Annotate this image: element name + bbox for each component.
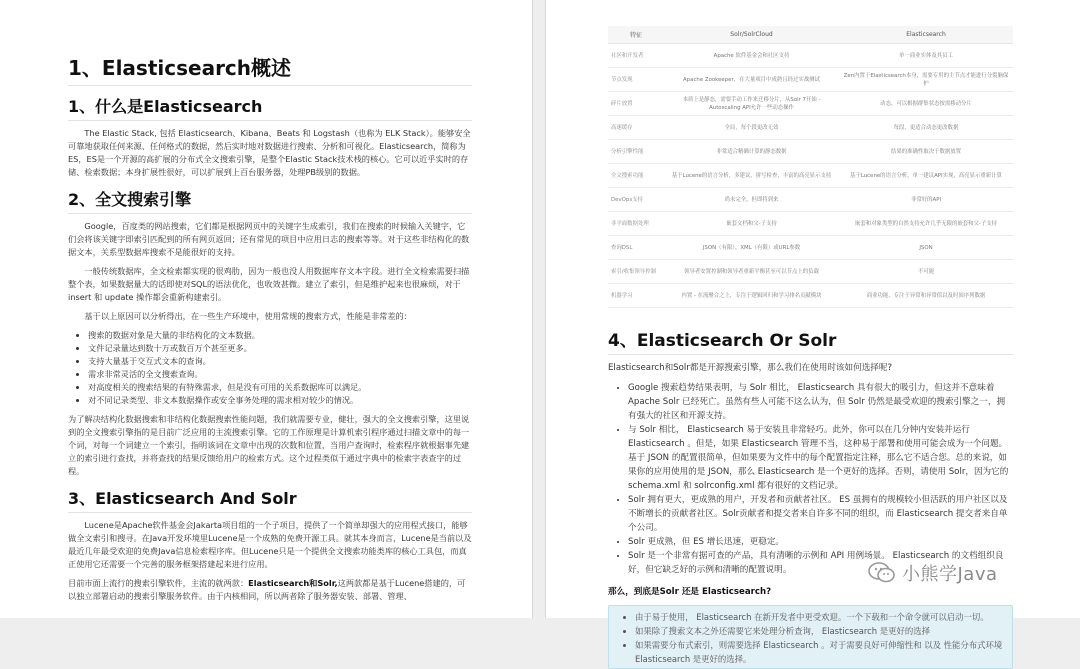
section-2-paragraph-4: 为了解决结构化数据搜索和非结构化数据搜索性能问题，我们就需要专业，健壮，强大的全文搜索引擎，这里说到的全文搜索引擎指的是目前广泛应用的主流搜索引擎。它的工作原理是计算机索引程序通过扫描文章中的每一个词，对每一个词建立一个索引，指明该词在文章中出现的次数和位置，当用户查询时，检索程序就根据事先建立的索引进行查找，并将查找的结果反馈给用户的检索方式。这个过程类似于通过字典中的检索字表查字的过程。 (68, 414, 470, 476)
section-2-list (68, 329, 472, 407)
table-cell: 碎片放置 (608, 92, 664, 116)
table-cell: 动态，可以根据群集状态按需移动分片 (839, 92, 1013, 116)
table-header-cell: 特征 (608, 26, 664, 44)
section-3-title: 3、Elasticsearch And Solr (68, 486, 472, 513)
table-cell: 非常好的API (839, 188, 1013, 212)
list-item: • Solr 是一个非常有据可查的产品，具有清晰的示例和 API 用例场景。 Elasticsearch 的文档组织良好，但它缺乏好的示例和清晰的配置说明。 (628, 549, 1013, 577)
table-cell: 不可能 (839, 260, 1013, 284)
table-header-row (608, 26, 1013, 44)
section-2-paragraph-2: 一般传统数据库，全文检索都实现的很鸡肋，因为一般也没人用数据库存文本字段。进行全文检索需要扫描整个表，如果数据量大的话即使对SQL的语法优化，也收效甚微。建立了索引，但是维护起来也很麻烦，对于 insert 和 update 操作都会重新构建索引。 (68, 266, 470, 302)
watermark (868, 558, 1068, 588)
list-item: • 对不同记录类型、非文本数据操作或安全事务处理的需求相对较少的情况。 (88, 394, 472, 407)
list-item: • Solr 更成熟，但 ES 增长迅速，更稳定。 (628, 535, 1013, 549)
table-row (608, 164, 1013, 188)
table-cell: DevOps支持 (608, 188, 664, 212)
table-row (608, 92, 1013, 116)
doc-title: 1、Elasticsearch概述 (68, 52, 472, 86)
table-cell: 单一商业实体及其员工 (839, 44, 1013, 68)
table-cell: 基于Lucene的语言分析，单一建议API实现，高亮显示重新计算 (839, 164, 1013, 188)
table-cell: 非常适合精确计算的静态数据 (664, 140, 839, 164)
table-cell: Apache 软件基金会和社区支持 (664, 44, 839, 68)
comparison-table (608, 26, 1013, 308)
list-item: • Solr 拥有更大，更成熟的用户，开发者和贡献者社区。 ES 虽拥有的规模较小但活跃的用户社区以及不断增长的贡献者社区。Solr贡献者和提交者来自许多不同的组织，而 Elasticsearch 提交者来自单个公司。 (628, 493, 1013, 535)
table-cell: 分析引擎性能 (608, 140, 664, 164)
left-content (68, 52, 472, 609)
section-3-paragraph-1: Lucene是Apache软件基金会Jakarta项目组的一个子项目，提供了一个简单却强大的应用程式接口，能够做全文索引和搜寻。在Java开发环境里Lucene是一个成熟的免费开源工具。就其本身而言，Lucene是当前以及最近几年最受欢迎的免费Java信息检索程序库。但Lucene只是一个提供全文搜索功能类库的核心工具包，而真正使用它还需要一个完善的服务框架搭建起来进行应用。 (68, 520, 472, 569)
section-3-paragraph-2 (68, 577, 472, 603)
table-row (608, 212, 1013, 236)
table-cell: 全文搜索功能 (608, 164, 664, 188)
table-cell: 全局，每个段更改无效 (664, 116, 839, 140)
note-item: • 如果除了搜索文本之外还需要它来处理分析查询， Elasticsearch 是更好的选择 (635, 624, 1004, 638)
list-item: • Google 搜索趋势结果表明，与 Solr 相比， Elasticsearch 具有很大的吸引力，但这并不意味着 Apache Solr 已经死亡。虽然有些人可能不这么认为，但 Solr 仍然是最受欢迎的搜索引擎之一，拥有强大的社区和开源支持。 (628, 381, 1013, 423)
section-1-title: 1、什么是Elasticsearch (68, 94, 472, 121)
list-item: • 需求非常灵活的全文搜索查询。 (88, 368, 472, 381)
section-1-paragraph: The Elastic Stack, 包括 Elasticsearch、Kibana、Beats 和 Logstash（也称为 ELK Stack）。能够安全可靠地获取任何来源、任何格式的数据，然后实时地对数据进行搜索、分析和可视化。Elasticsearch，简称为ES，ES是一个开源的高扩展的分布式全文搜索引擎，是整个Elastic Stack技术栈的核心。它可以近乎实时的存储、检索数据；本身扩展性很好，可以扩展到上百台服务器，处理PB级别的数据。 (68, 128, 471, 177)
section-3-text-c: 这两款都是基于Lucene搭建的，可以独立部署启动的搜索引擎服务软件。由于内核相同，所以两者除了服务器安装、部署、管理、 (68, 578, 466, 601)
list-item: • 文件记录量达到数十万或数百万个甚至更多。 (88, 342, 472, 355)
table-cell: 尚未完全，但即将到来 (664, 188, 839, 212)
table-cell: 内置 - 在流聚合之上，专注于逻辑回归和学习排名贡献模块 (664, 284, 839, 308)
list-item: • 对高度相关的搜索结果的有特殊需求，但是没有可用的关系数据库可以满足。 (88, 381, 472, 394)
table-body (608, 44, 1013, 308)
table-cell: 社区和开发者 (608, 44, 664, 68)
table-cell: 非平面数据处理 (608, 212, 664, 236)
table-row (608, 260, 1013, 284)
section-2-paragraph-1: Google，百度类的网站搜索，它们都是根据网页中的关键字生成索引，我们在搜索的时候输入关键字，它们会将该关键字即索引匹配到的所有网页返回；还有常见的项目中应用日志的搜索等等。对于这些非结构化的数据文本，关系型数据库搜索不是能很好的支持。 (68, 221, 470, 257)
table-row (608, 44, 1013, 68)
table-cell: 嵌套和对象类型的自然支持允许几乎无限的嵌套和父-子支持 (839, 212, 1013, 236)
table-row (608, 284, 1013, 308)
table-cell: 嵌套文档和父-子支持 (664, 212, 839, 236)
table-cell: 查询DSL (608, 236, 664, 260)
section-3-text-bold: Elasticsearch和Solr, (248, 578, 338, 588)
table-cell: 机器学习 (608, 284, 664, 308)
table-cell: 本质上是静态，需要手动工作来迁移分片，从Solr 7开始 - Autoscaling API允许一些动态操作 (664, 92, 839, 116)
list-item: • 支持大量基于交互式文本的查询。 (88, 355, 472, 368)
table-cell: Apache Zookeeper，在大量项目中成熟且经过实战测试 (664, 68, 839, 92)
note-item: • 由于易于使用， Elasticsearch 在新开发者中更受欢迎。一个下载和一个命令就可以启动一切。 (635, 610, 1004, 624)
section-3-text-a: 目前市面上流行的搜索引擎软件，主流的就两款： (68, 578, 249, 588)
note-box (608, 605, 1013, 669)
table-cell: JSON (839, 236, 1013, 260)
table-header-cell: Solr/SolrCloud (664, 26, 839, 44)
watermark-text: 小熊学Java (902, 564, 998, 585)
table-cell: 高速缓存 (608, 116, 664, 140)
note-item: • 如果需要分布式索引，则需要选择 Elasticsearch 。对于需要良好可伸缩性和 以及 性能分布式环境 Elasticsearch 是更好的选择。 (635, 638, 1004, 666)
table-cell: 节点发现 (608, 68, 664, 92)
section-4-intro: Elasticsearch和Solr都是开源搜索引擎，那么我们在使用时该如何选择呢? (608, 363, 893, 373)
table-cell: Zen内置于Elasticsearch本身，需要专用的主节点才能进行分裂脑保护 (839, 68, 1013, 92)
table-cell: JSON（有限），XML（有限）或URL参数 (664, 236, 839, 260)
table-row (608, 140, 1013, 164)
table-header-cell: Elasticsearch (839, 26, 1013, 44)
left-page (0, 0, 533, 618)
section-2-title: 2、全文搜索引擎 (68, 187, 472, 214)
section-4-title: 4、Elasticsearch Or Solr (608, 326, 1013, 355)
list-item: • 搜索的数据对象是大量的非结构化的文本数据。 (88, 329, 472, 342)
table-cell: 领导者安置控制和领导者重新平衡甚至可以节点上的负载 (664, 260, 839, 284)
table-row (608, 188, 1013, 212)
wechat-bubble-icon (868, 561, 896, 585)
right-page (545, 0, 1080, 664)
question-heading: 那么，到底是Solr 还是 Elasticsearch? (608, 587, 772, 597)
table-cell: 商业功能，专注于异常和异常值以及时间序列数据 (839, 284, 1013, 308)
table-row (608, 116, 1013, 140)
section-4-list (608, 381, 1013, 577)
table-cell: 每段，更适合动态更改数据 (839, 116, 1013, 140)
table-row (608, 236, 1013, 260)
list-item: • 与 Solr 相比， Elasticsearch 易于安装且非常轻巧。此外，你可以在几分钟内安装并运行 Elasticsearch 。但是，如果 Elasticsearch 管理不当，这种易于部署和使用可能会成为一个问题。基于 JSON 的配置很简单，但如果要为文件中的每个配置指定注释，那么它不适合您。总的来说，如果你的应用使用的是 JSON，那么 Elasticsearch 是一个更好的选择。否则，请使用 Solr，因为它的 schema.xml 和 solrconfig.xml 都有很好的文档记录。 (628, 423, 1013, 493)
table-row (608, 68, 1013, 92)
table-cell: 基于Lucene的语言分析，多建议，拼写检查，丰富的高亮显示支持 (664, 164, 839, 188)
table-cell: 索引/收集领导控制 (608, 260, 664, 284)
section-2-paragraph-3: 基于以上原因可以分析得出，在一些生产环境中，使用常规的搜索方式，性能是非常差的： (84, 311, 412, 321)
table-cell: 结果的准确性取决于数据放置 (839, 140, 1013, 164)
